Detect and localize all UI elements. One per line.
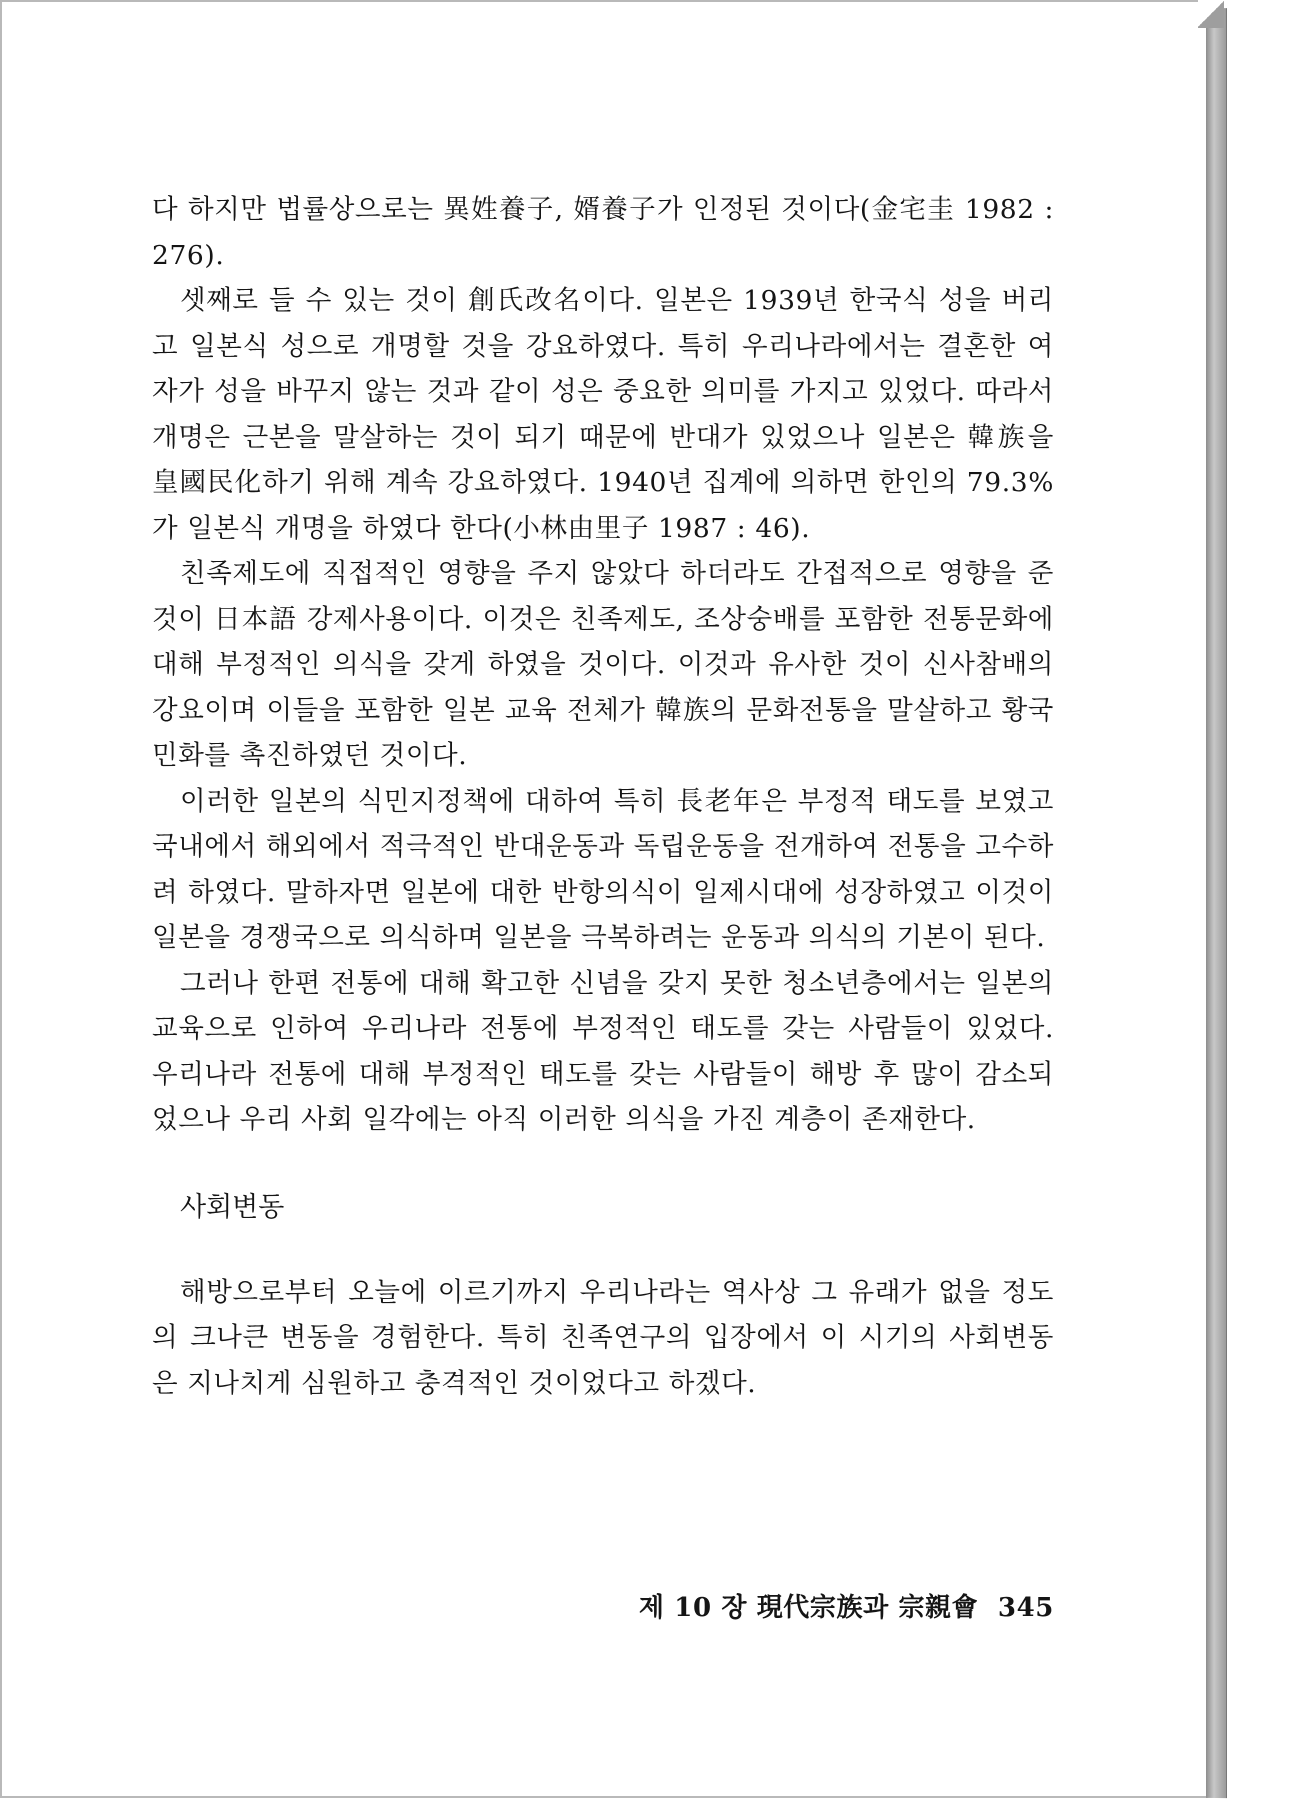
paragraph-resistance: 이러한 일본의 식민지정책에 대하여 특히 長老年은 부정적 태도를 보였고 국내에서 해외에서 적극적인 반대운동과 독립운동을 전개하여 전통을 고수하려 하였다. 말하자면 일본에 대한 반항의식이 일제시대에 성장하였고 이것이 일본을 경쟁국으로 의식하며 일본을 극복하려는 운동과 의식의 기본이 된다. xyxy=(152,785,1054,953)
running-footer xyxy=(622,1587,1054,1624)
paragraph-creation-of-names: 셋째로 들 수 있는 것이 創氏改名이다. 일본은 1939년 한국식 성을 버리고 일본식 성으로 개명할 것을 강요하였다. 특히 우리나라에서는 결혼한 여자가 성을 바꾸지 않는 것과 같이 성은 중요한 의미를 가지고 있었다. 따라서 개명은 근본을 말살하는 것이 되기 때문에 반대가 있었으나 일본은 韓族을 皇國民化하기 위해 계속 강요하였다. 1940년 집계에 의하면 한인의 79.3%가 일본식 개명을 하였다 한다(小林由里子 1987 : 46). xyxy=(152,285,1054,544)
section-heading: 사회변동 xyxy=(180,1191,285,1223)
paragraph-social-change: 해방으로부터 오늘에 이르기까지 우리나라는 역사상 그 유래가 없을 정도의 크나큰 변동을 경험한다. 특히 친족연구의 입장에서 이 시기의 사회변동은 지나치게 심원하고 충격적인 것이었다고 하겠다. xyxy=(152,1276,1054,1399)
paragraph-japanese-language: 친족제도에 직접적인 영향을 주지 않았다 하더라도 간접적으로 영향을 준 것이 日本語 강제사용이다. 이것은 친족제도, 조상숭배를 포함한 전통문화에 대해 부정적인 의식을 갖게 하였을 것이다. 이것과 유사한 것이 신사참배의 강요이며 이들을 포함한 일본 교육 전체가 韓族의 문화전통을 말살하고 황국민화를 촉진하였던 것이다. xyxy=(152,558,1054,771)
page-stack-edge xyxy=(1206,8,1227,1798)
paragraph-continued: 다 하지만 법률상으로는 異姓養子, 婿養子가 인정된 것이다(金宅圭 1982 : 276). xyxy=(152,194,1054,271)
paragraph-youth: 그러나 한편 전통에 대해 확고한 신념을 갖지 못한 청소년층에서는 일본의 교육으로 인하여 우리나라 전통에 부정적인 태도를 갖는 사람들이 있었다. 우리나라 전통에 대해 부정적인 태도를 갖는 사람들이 해방 후 많이 감소되었으나 우리 사회 일각에는 아직 이러한 의식을 가진 계층이 존재한다. xyxy=(152,967,1054,1135)
page-body xyxy=(152,187,1054,1406)
section-gap xyxy=(152,1230,1054,1270)
chapter-title: 제 10 장 現代宗族과 宗親會 xyxy=(638,1593,979,1623)
page-number: 345 xyxy=(997,1593,1054,1623)
page-corner xyxy=(1198,0,1224,28)
